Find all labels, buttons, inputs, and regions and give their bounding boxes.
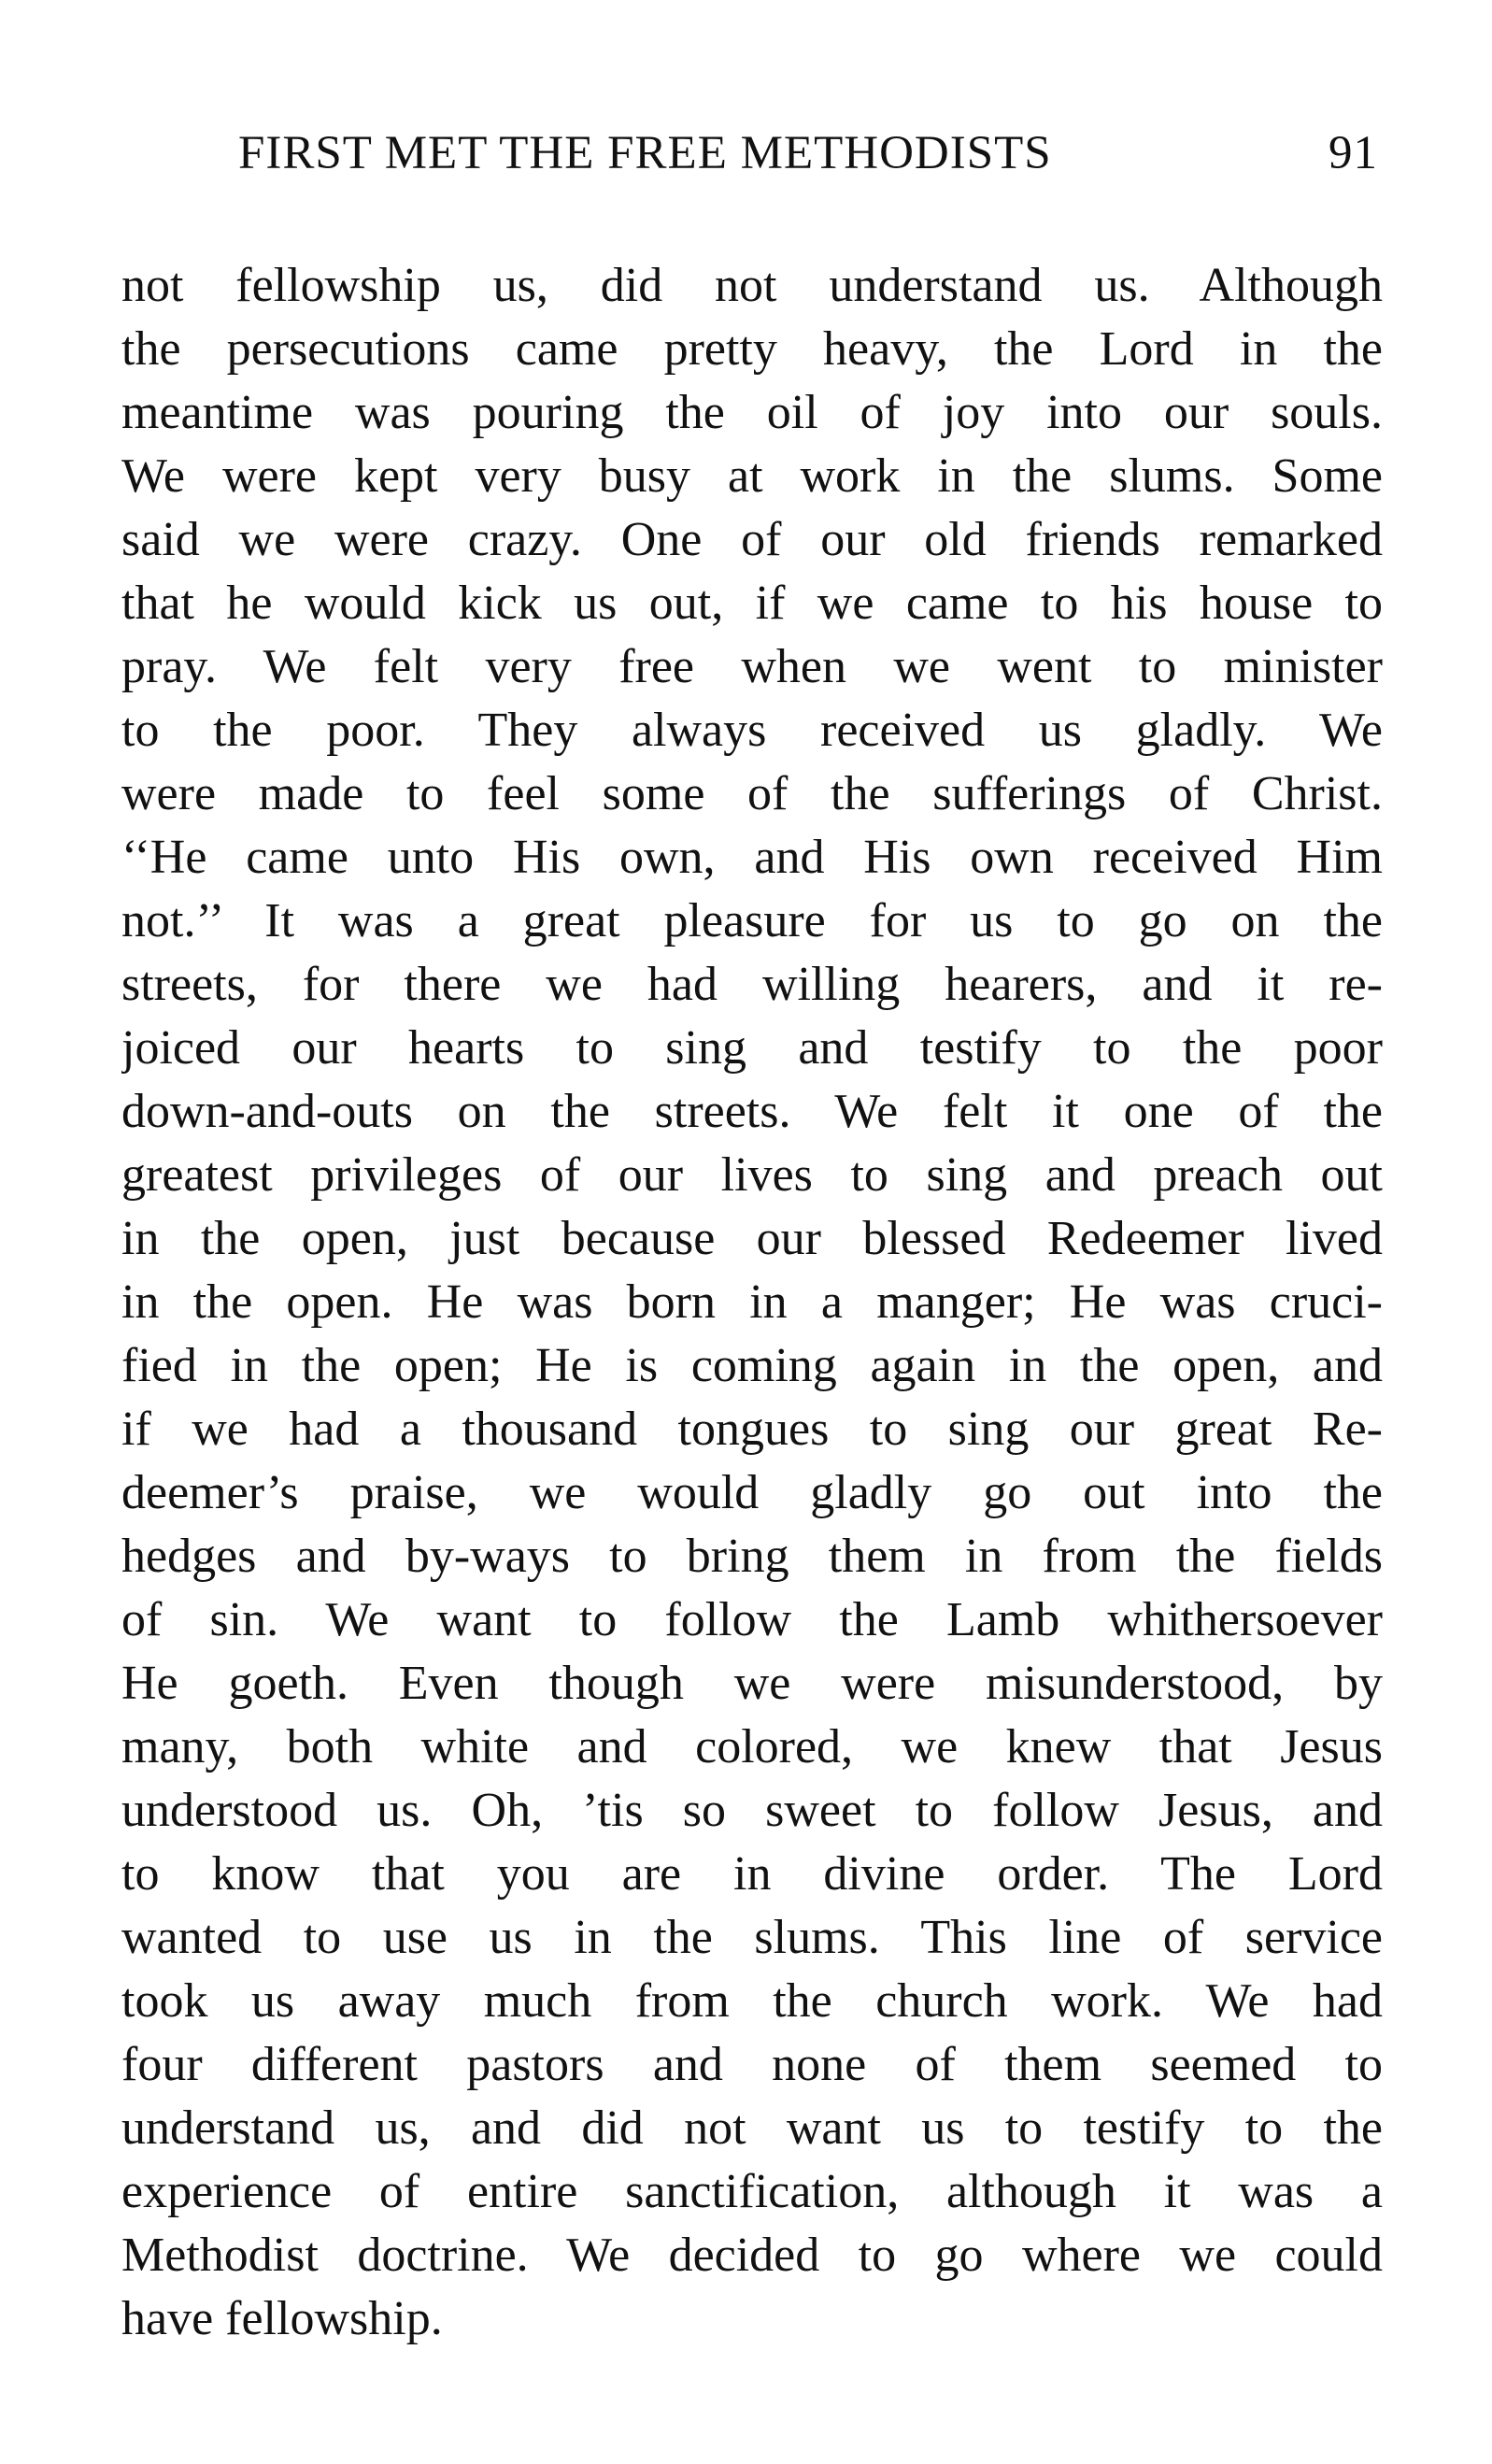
text-line: joiced our hearts to sing and testify to the poor [121, 1021, 1383, 1075]
text-line: four different pastors and none of them seemed to [121, 2038, 1383, 2091]
text-line: experience of entire sanctification, although it was a [121, 2165, 1383, 2218]
text-line: if we had a thousand tongues to sing our great Re- [121, 1403, 1383, 1456]
text-line: were made to feel some of the sufferings of Christ. [121, 767, 1383, 820]
text-line: the persecutions came pretty heavy, the Lord in the [121, 322, 1383, 376]
text-line: of sin. We want to follow the Lamb whithersoever [121, 1593, 1383, 1646]
text-line: understand us, and did not want us to testify to the [121, 2101, 1383, 2155]
text-line: understood us. Oh, ’tis so sweet to follow Jesus, and [121, 1784, 1383, 1837]
text-line: He goeth. Even though we were misunderstood, by [121, 1657, 1383, 1710]
text-line: down-and-outs on the streets. We felt it one of the [121, 1085, 1383, 1138]
text-line: deemer’s praise, we would gladly go out into the [121, 1466, 1383, 1519]
running-head [238, 123, 1378, 183]
text-line: Methodist doctrine. We decided to go where we could [121, 2229, 1383, 2282]
text-line: in the open. He was born in a manger; He was cruci- [121, 1275, 1383, 1329]
text-line: wanted to use us in the slums. This line of service [121, 1911, 1383, 1964]
text-line: many, both white and colored, we knew that Jesus [121, 1720, 1383, 1773]
text-line: to know that you are in divine order. The Lord [121, 1847, 1383, 1901]
text-line: in the open, just because our blessed Redeemer lived [121, 1212, 1383, 1265]
text-line: not fellowship us, did not understand us. Although [121, 259, 1383, 312]
text-line: greatest privileges of our lives to sing and preach out [121, 1148, 1383, 1202]
text-line: We were kept very busy at work in the slums. Some [121, 449, 1383, 503]
text-line: fied in the open; He is coming again in the open, and [121, 1339, 1383, 1392]
body-text [121, 254, 1383, 2351]
text-line: said we were crazy. One of our old friends remarked [121, 513, 1383, 566]
text-line: that he would kick us out, if we came to his house to [121, 577, 1383, 630]
text-line: to the poor. They always received us gladly. We [121, 704, 1383, 757]
text-line: meantime was pouring the oil of joy into our souls. [121, 386, 1383, 439]
text-line: pray. We felt very free when we went to minister [121, 640, 1383, 693]
chapter-title: FIRST MET THE FREE METHODISTS [238, 127, 1052, 179]
text-line: ‘‘He came unto His own, and His own received Him [121, 831, 1383, 884]
text-line: hedges and by-ways to bring them in from the fields [121, 1530, 1383, 1583]
text-line: have fellowship. [121, 2292, 443, 2345]
text-line: not.’’ It was a great pleasure for us to go on the [121, 894, 1383, 947]
text-line: streets, for there we had willing hearers, and it re- [121, 958, 1383, 1011]
page-number: 91 [1329, 127, 1378, 179]
text-line: took us away much from the church work. We had [121, 1974, 1383, 2028]
